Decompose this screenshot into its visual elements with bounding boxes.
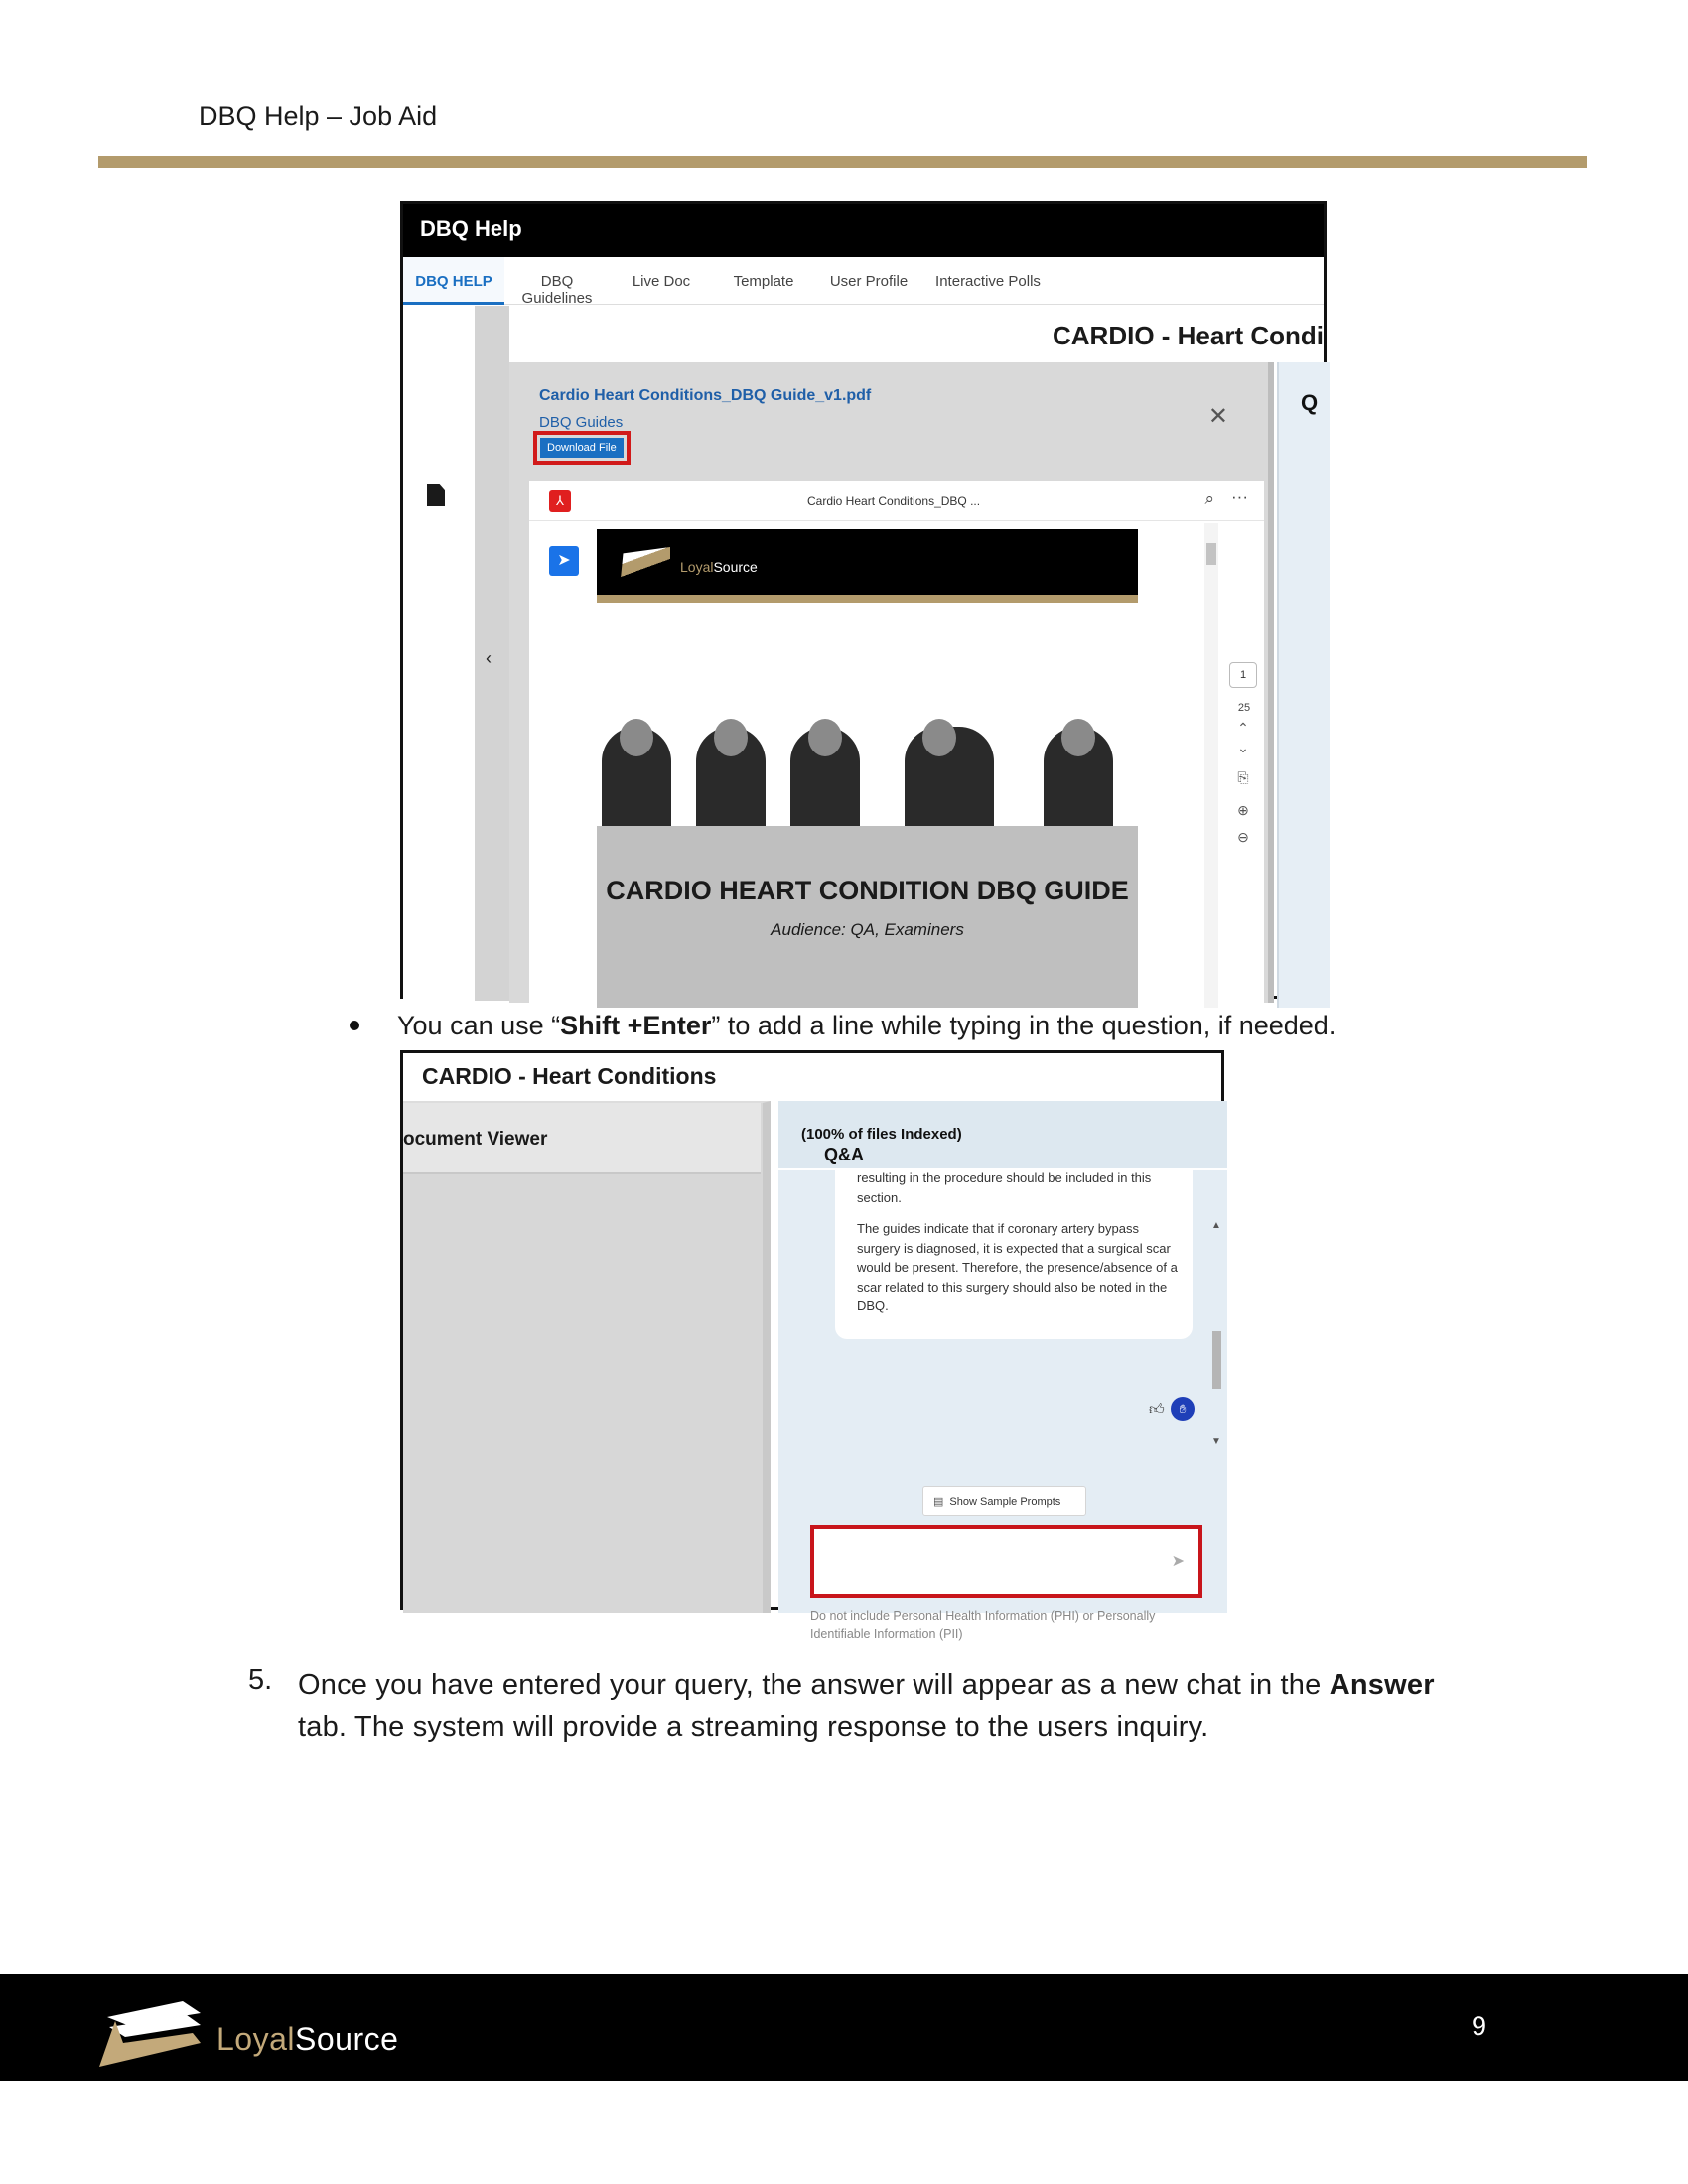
app-title-bar: DBQ Help xyxy=(403,204,1324,257)
total-pages: 25 xyxy=(1237,702,1251,714)
select-cursor-icon[interactable]: ➤ xyxy=(549,546,579,576)
pdf-icon: ⅄ xyxy=(549,490,571,512)
document-icon[interactable] xyxy=(427,484,445,506)
qa-header xyxy=(778,1101,1227,1170)
close-icon[interactable]: ✕ xyxy=(1207,403,1228,430)
step-number: 5. xyxy=(248,1664,273,1696)
tab-live-doc[interactable]: Live Doc xyxy=(632,273,691,290)
answer-paragraph: The guides indicate that if coronary artery bypass surgery is diagnosed, it is expected that a surgical scar would be present. Therefore, the presence/absence of a scar related to this surgery should also be noted in the DBQ. xyxy=(857,1221,1178,1313)
pdf-page xyxy=(597,529,1138,1008)
qa-title: Q&A (100% of files Indexed) xyxy=(801,1126,962,1164)
tab-user-profile[interactable]: User Profile xyxy=(829,273,909,290)
qa-panel xyxy=(778,1101,1227,1641)
page-number: 9 xyxy=(1472,2011,1487,2041)
chat-scrollbar[interactable]: ▲ ▼ xyxy=(1211,1220,1221,1447)
tab-template[interactable]: Template xyxy=(733,273,794,290)
answer-paragraph: resulting in the procedure should be included in this section. xyxy=(857,1170,1152,1205)
send-icon[interactable]: ➤ xyxy=(1171,1553,1185,1570)
download-button-highlight xyxy=(533,431,631,465)
page-fit-icon[interactable]: ⎘ xyxy=(1237,769,1249,785)
document-viewer-panel xyxy=(403,1101,771,1613)
category-link[interactable]: DBQ Guides xyxy=(539,414,624,431)
thumbs-up-icon[interactable]: 👍︎ xyxy=(1149,1401,1165,1418)
file-name-link[interactable]: Cardio Heart Conditions_DBQ Guide_v1.pdf xyxy=(539,387,872,404)
current-page-field[interactable]: 1 xyxy=(1229,662,1257,688)
veterans-photo xyxy=(597,723,1138,826)
page-banner xyxy=(597,529,1138,603)
search-icon[interactable]: ⌕ xyxy=(1204,489,1214,508)
footer-logo-text: LoyalSource xyxy=(216,2021,399,2057)
page-footer xyxy=(0,1974,1688,2081)
zoom-in-icon[interactable]: ⊕ xyxy=(1237,802,1249,818)
download-file-button[interactable]: Download File xyxy=(540,438,624,458)
chevron-left-icon: ‹ xyxy=(486,648,492,668)
loyalsource-logo-icon xyxy=(97,1997,207,2069)
file-preview-modal xyxy=(509,362,1274,1003)
bullet-marker xyxy=(350,1021,359,1030)
thumbs-down-icon[interactable]: ✋︎ xyxy=(1171,1397,1195,1421)
qa-panel-letter: Q xyxy=(1301,390,1319,415)
tab-dbq-guidelines[interactable]: DBQ Guidelines xyxy=(521,273,593,307)
loyalsource-logo-icon xyxy=(621,547,670,579)
prompts-icon: ▤ xyxy=(933,1496,944,1508)
guide-title: CARDIO HEART CONDITION DBQ GUIDE xyxy=(606,876,1129,905)
document-viewer-header xyxy=(403,1103,761,1174)
left-gutter xyxy=(403,306,475,1001)
more-options-icon[interactable]: ··· xyxy=(1231,487,1248,506)
document-header-title: DBQ Help – Job Aid xyxy=(199,101,438,131)
header-divider xyxy=(98,156,1587,168)
zoom-out-icon[interactable]: ⊖ xyxy=(1237,829,1249,845)
screenshot-dbq-help-viewer xyxy=(400,201,1327,999)
qa-panel-edge xyxy=(1277,362,1330,1008)
bullet-text: You can use “Shift +Enter” to add a line while typing in the question, if needed. xyxy=(397,1011,1336,1040)
step-text: Once you have entered your query, the answer will appear as a new chat in the Answer tab. The system will provide a streaming response to the users inquiry. xyxy=(298,1669,1435,1743)
answer-text xyxy=(857,1170,1180,1328)
show-sample-prompts-button[interactable]: ▤ Show Sample Prompts xyxy=(922,1486,1086,1516)
phi-disclaimer: Do not include Personal Health Information (PHI) or Personally Identifiable Information (PII) xyxy=(810,1609,1156,1641)
answer-bubble xyxy=(835,1170,1193,1339)
screenshot-qa-panel xyxy=(400,1050,1224,1641)
question-input[interactable] xyxy=(810,1525,1202,1598)
guide-audience: Audience: QA, Examiners xyxy=(771,920,964,939)
page-title-area xyxy=(597,826,1138,1008)
pdf-scrollbar[interactable] xyxy=(1204,523,1218,1008)
page-heading: CARDIO - Heart Conditions xyxy=(422,1063,717,1089)
page-logo-text: LoyalSource xyxy=(680,559,758,575)
tab-bar xyxy=(403,257,1324,305)
pdf-viewer-title: Cardio Heart Conditions_DBQ ... xyxy=(807,494,981,508)
page-down-icon[interactable]: ⌄ xyxy=(1237,740,1249,755)
pdf-viewer xyxy=(529,481,1264,1008)
page-heading: CARDIO - Heart Condi xyxy=(1053,321,1324,350)
pdf-viewer-toolbar xyxy=(529,481,1264,521)
page-up-icon[interactable]: ⌃ xyxy=(1237,720,1249,736)
collapse-panel-handle[interactable] xyxy=(475,306,509,1001)
tab-interactive-polls[interactable]: Interactive Polls xyxy=(935,273,1041,290)
tab-dbq-help[interactable]: DBQ HELP xyxy=(403,257,504,305)
document-viewer-title: ocument Viewer xyxy=(403,1129,548,1150)
